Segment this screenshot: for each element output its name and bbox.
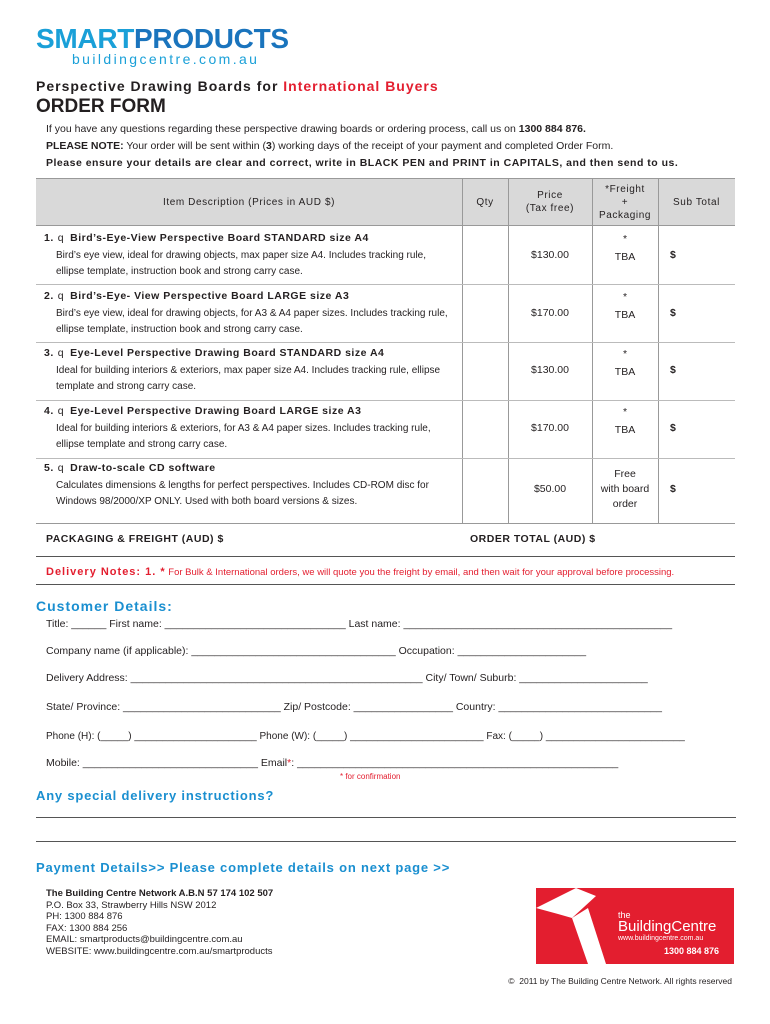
subtitle-prefix: Perspective Drawing Boards for <box>36 78 284 94</box>
packaging-freight-total[interactable]: PACKAGING & FREIGHT (AUD) $ <box>46 533 224 545</box>
item-freight <box>592 232 658 265</box>
item-subtotal[interactable]: $ <box>670 249 676 261</box>
freight-line1: Free <box>614 468 636 480</box>
item-price: $130.00 <box>531 249 569 261</box>
special-instructions-line-2[interactable] <box>36 841 736 842</box>
item-checkbox[interactable]: q <box>57 232 65 244</box>
item-title <box>44 347 384 359</box>
logo-products: PRODUCTS <box>134 23 289 54</box>
intro-text: If you have any questions regarding these perspective drawing boards or ordering process, call us on <box>46 123 519 135</box>
email-required-star: * <box>287 757 292 769</box>
row-divider <box>36 400 735 401</box>
item-title-text: Eye-Level Perspective Drawing Board STANDARD size A4 <box>70 347 385 359</box>
item-price: $50.00 <box>533 483 567 495</box>
freight-line2: with board <box>600 483 650 495</box>
item-freight <box>592 405 658 438</box>
item-title-text: Draw-to-scale CD software <box>70 462 216 474</box>
freight-value: TBA <box>614 251 636 263</box>
please-note-label: PLEASE NOTE: <box>46 140 124 152</box>
order-item-1 <box>36 232 735 284</box>
item-price: $130.00 <box>531 364 569 376</box>
website[interactable]: WEBSITE: www.buildingcentre.com.au/smartproducts <box>46 945 273 957</box>
confirmation-note: * for confirmation <box>340 772 401 781</box>
subtitle-highlight: International Buyers <box>283 78 439 94</box>
item-checkbox[interactable]: q <box>57 462 65 474</box>
note-days: 3 <box>266 140 272 152</box>
badge-url: www.buildingcentre.com.au <box>618 935 704 942</box>
postal-address: P.O. Box 33, Strawberry Hills NSW 2012 <box>46 899 217 911</box>
intro-line-2 <box>46 139 613 153</box>
logo-smart: SMART <box>36 23 135 54</box>
contact-block <box>46 888 273 957</box>
freight-line3: order <box>612 498 638 510</box>
freight-star: * <box>622 348 628 360</box>
order-total[interactable]: ORDER TOTAL (AUD) $ <box>470 533 596 545</box>
company-name: The Building Centre Network A.B.N 57 174 102 507 <box>46 888 274 899</box>
item-title <box>44 462 216 474</box>
payment-details-heading[interactable]: Payment Details>> Please complete details on next page >> <box>36 860 451 875</box>
header-freight-line2: + <box>621 196 629 208</box>
logo-domain: buildingcentre.com.au <box>72 51 260 67</box>
item-price: $170.00 <box>531 307 569 319</box>
row-divider <box>36 284 735 285</box>
page-title: ORDER FORM <box>36 96 166 117</box>
divider <box>36 584 735 585</box>
header-freight-line1: *Freight <box>605 183 645 195</box>
note-text-a: Your order will be sent within ( <box>123 140 266 152</box>
customer-details-heading: Customer Details: <box>36 598 173 614</box>
page-subtitle <box>36 78 439 94</box>
order-item-5 <box>36 462 735 522</box>
item-freight <box>592 347 658 380</box>
item-description: Ideal for building interiors & exteriors, max paper size A4. Includes tracking rule, ellipse template and strong carry case. <box>56 365 441 392</box>
header-qty: Qty <box>476 196 494 208</box>
item-checkbox[interactable]: q <box>57 290 65 302</box>
state-zip-country-fields[interactable]: State/ Province: ___________________________ Zip/ Postcode: _________________ Country: ____________________________ <box>46 701 662 713</box>
table-bottom-border <box>36 523 735 524</box>
item-description: Calculates dimensions & lengths for perfect perspectives. Includes CD-ROM disc for Windows 98/2000/XP ONLY. Used with both board versions & sizes. <box>56 480 429 507</box>
item-checkbox[interactable]: q <box>57 347 65 359</box>
item-description: Ideal for building interiors & exteriors, for A3 & A4 paper sizes. Includes tracking rule, ellipse template and strong carry case. <box>56 423 431 450</box>
email-line: : _______________________________________________________ <box>291 757 619 769</box>
badge-phone: 1300 884 876 <box>664 946 720 956</box>
order-table-header <box>36 178 735 226</box>
delivery-notes <box>46 566 674 578</box>
item-number: 1. <box>44 232 54 244</box>
freight-star: * <box>622 233 628 245</box>
header-price-line2: (Tax free) <box>525 203 575 214</box>
delivery-notes-label: Delivery Notes: 1. * <box>46 566 166 578</box>
freight-value: TBA <box>614 424 636 436</box>
intro-line-3: Please ensure your details are clear and correct, write in BLACK PEN and PRINT in CAPITALS, and then send to us. <box>46 157 679 169</box>
badge-name: BuildingCentre <box>618 918 717 935</box>
item-price: $170.00 <box>531 422 569 434</box>
item-number: 5. <box>44 462 54 474</box>
copyright-text: 2011 by The Building Centre Network. All rights reserved <box>519 976 732 986</box>
address-fields[interactable]: Delivery Address: __________________________________________________ City/ Town/ Suburb: ______________________ <box>46 672 648 684</box>
item-title-text: Bird’s-Eye-View Perspective Board STANDARD size A4 <box>70 232 369 244</box>
item-description: Bird’s eye view, ideal for drawing objects, for A3 & A4 paper sizes. Includes tracking rule, ellipse template, instruction book and strong carry case. <box>56 308 448 335</box>
special-instructions-line-1[interactable] <box>36 817 736 818</box>
fax: FAX: 1300 884 256 <box>46 922 128 934</box>
item-subtotal[interactable]: $ <box>670 483 676 495</box>
row-divider <box>36 458 735 459</box>
item-number: 3. <box>44 347 54 359</box>
order-item-3 <box>36 347 735 399</box>
item-checkbox[interactable]: q <box>57 405 65 417</box>
phone-fax-fields[interactable]: Phone (H): (_____) ______________________ Phone (W): (_____) ________________________ Fax: (_____) _________________________ <box>46 731 685 742</box>
special-instructions-heading: Any special delivery instructions? <box>36 788 275 803</box>
item-freight <box>592 467 658 512</box>
item-subtotal[interactable]: $ <box>670 422 676 434</box>
mobile-email-fields[interactable] <box>46 757 618 769</box>
header-subtotal: Sub Total <box>673 196 720 208</box>
copyright <box>508 976 732 986</box>
intro-line-1 <box>46 122 586 136</box>
item-subtotal[interactable]: $ <box>670 364 676 376</box>
intro-phone: 1300 884 876. <box>518 123 586 135</box>
item-subtotal[interactable]: $ <box>670 307 676 319</box>
header-item: Item Description (Prices in AUD $) <box>162 196 336 208</box>
header-price-line1: Price <box>537 190 563 201</box>
copyright-icon: © <box>508 976 515 986</box>
divider <box>36 556 735 557</box>
note-text-b: ) working days of the receipt of your payment and completed Order Form. <box>271 140 614 152</box>
freight-star: * <box>622 406 628 418</box>
freight-star: * <box>622 291 628 303</box>
order-item-4 <box>36 405 735 457</box>
order-item-2 <box>36 290 735 342</box>
company-occupation-fields[interactable]: Company name (if applicable): ___________________________________ Occupation: ______________________ <box>46 645 587 657</box>
item-title-text: Eye-Level Perspective Drawing Board LARGE size A3 <box>70 405 362 417</box>
building-centre-logo <box>536 888 734 964</box>
mobile-email-text: Mobile: ______________________________ Email <box>46 757 288 769</box>
smartproducts-logo <box>36 23 289 67</box>
logo-wordmark <box>36 23 289 54</box>
item-title-text: Bird’s-Eye- View Perspective Board LARGE size A3 <box>70 290 350 302</box>
name-fields[interactable]: Title: ______ First name: _______________________________ Last name: ______________________________________________ <box>46 618 673 630</box>
freight-value: TBA <box>614 309 636 321</box>
item-number: 4. <box>44 405 54 417</box>
item-freight <box>592 290 658 323</box>
header-price <box>508 179 592 225</box>
email[interactable]: EMAIL: smartproducts@buildingcentre.com.au <box>46 934 243 945</box>
freight-value: TBA <box>614 366 636 378</box>
item-title <box>44 290 349 302</box>
item-title <box>44 232 369 244</box>
header-freight <box>592 179 658 225</box>
item-description: Bird’s eye view, ideal for drawing objects, max paper size A4. Includes tracking rule, ellipse template, instruction book and strong carry case. <box>56 250 426 277</box>
header-freight-line3: Packaging <box>598 209 652 221</box>
badge-the: the <box>618 910 631 920</box>
item-number: 2. <box>44 290 54 302</box>
delivery-notes-text: For Bulk & International orders, we will quote you the freight by email, and then wait for your approval before processing. <box>165 567 675 578</box>
row-divider <box>36 342 735 343</box>
phone: PH: 1300 884 876 <box>46 911 123 922</box>
item-title <box>44 405 361 417</box>
